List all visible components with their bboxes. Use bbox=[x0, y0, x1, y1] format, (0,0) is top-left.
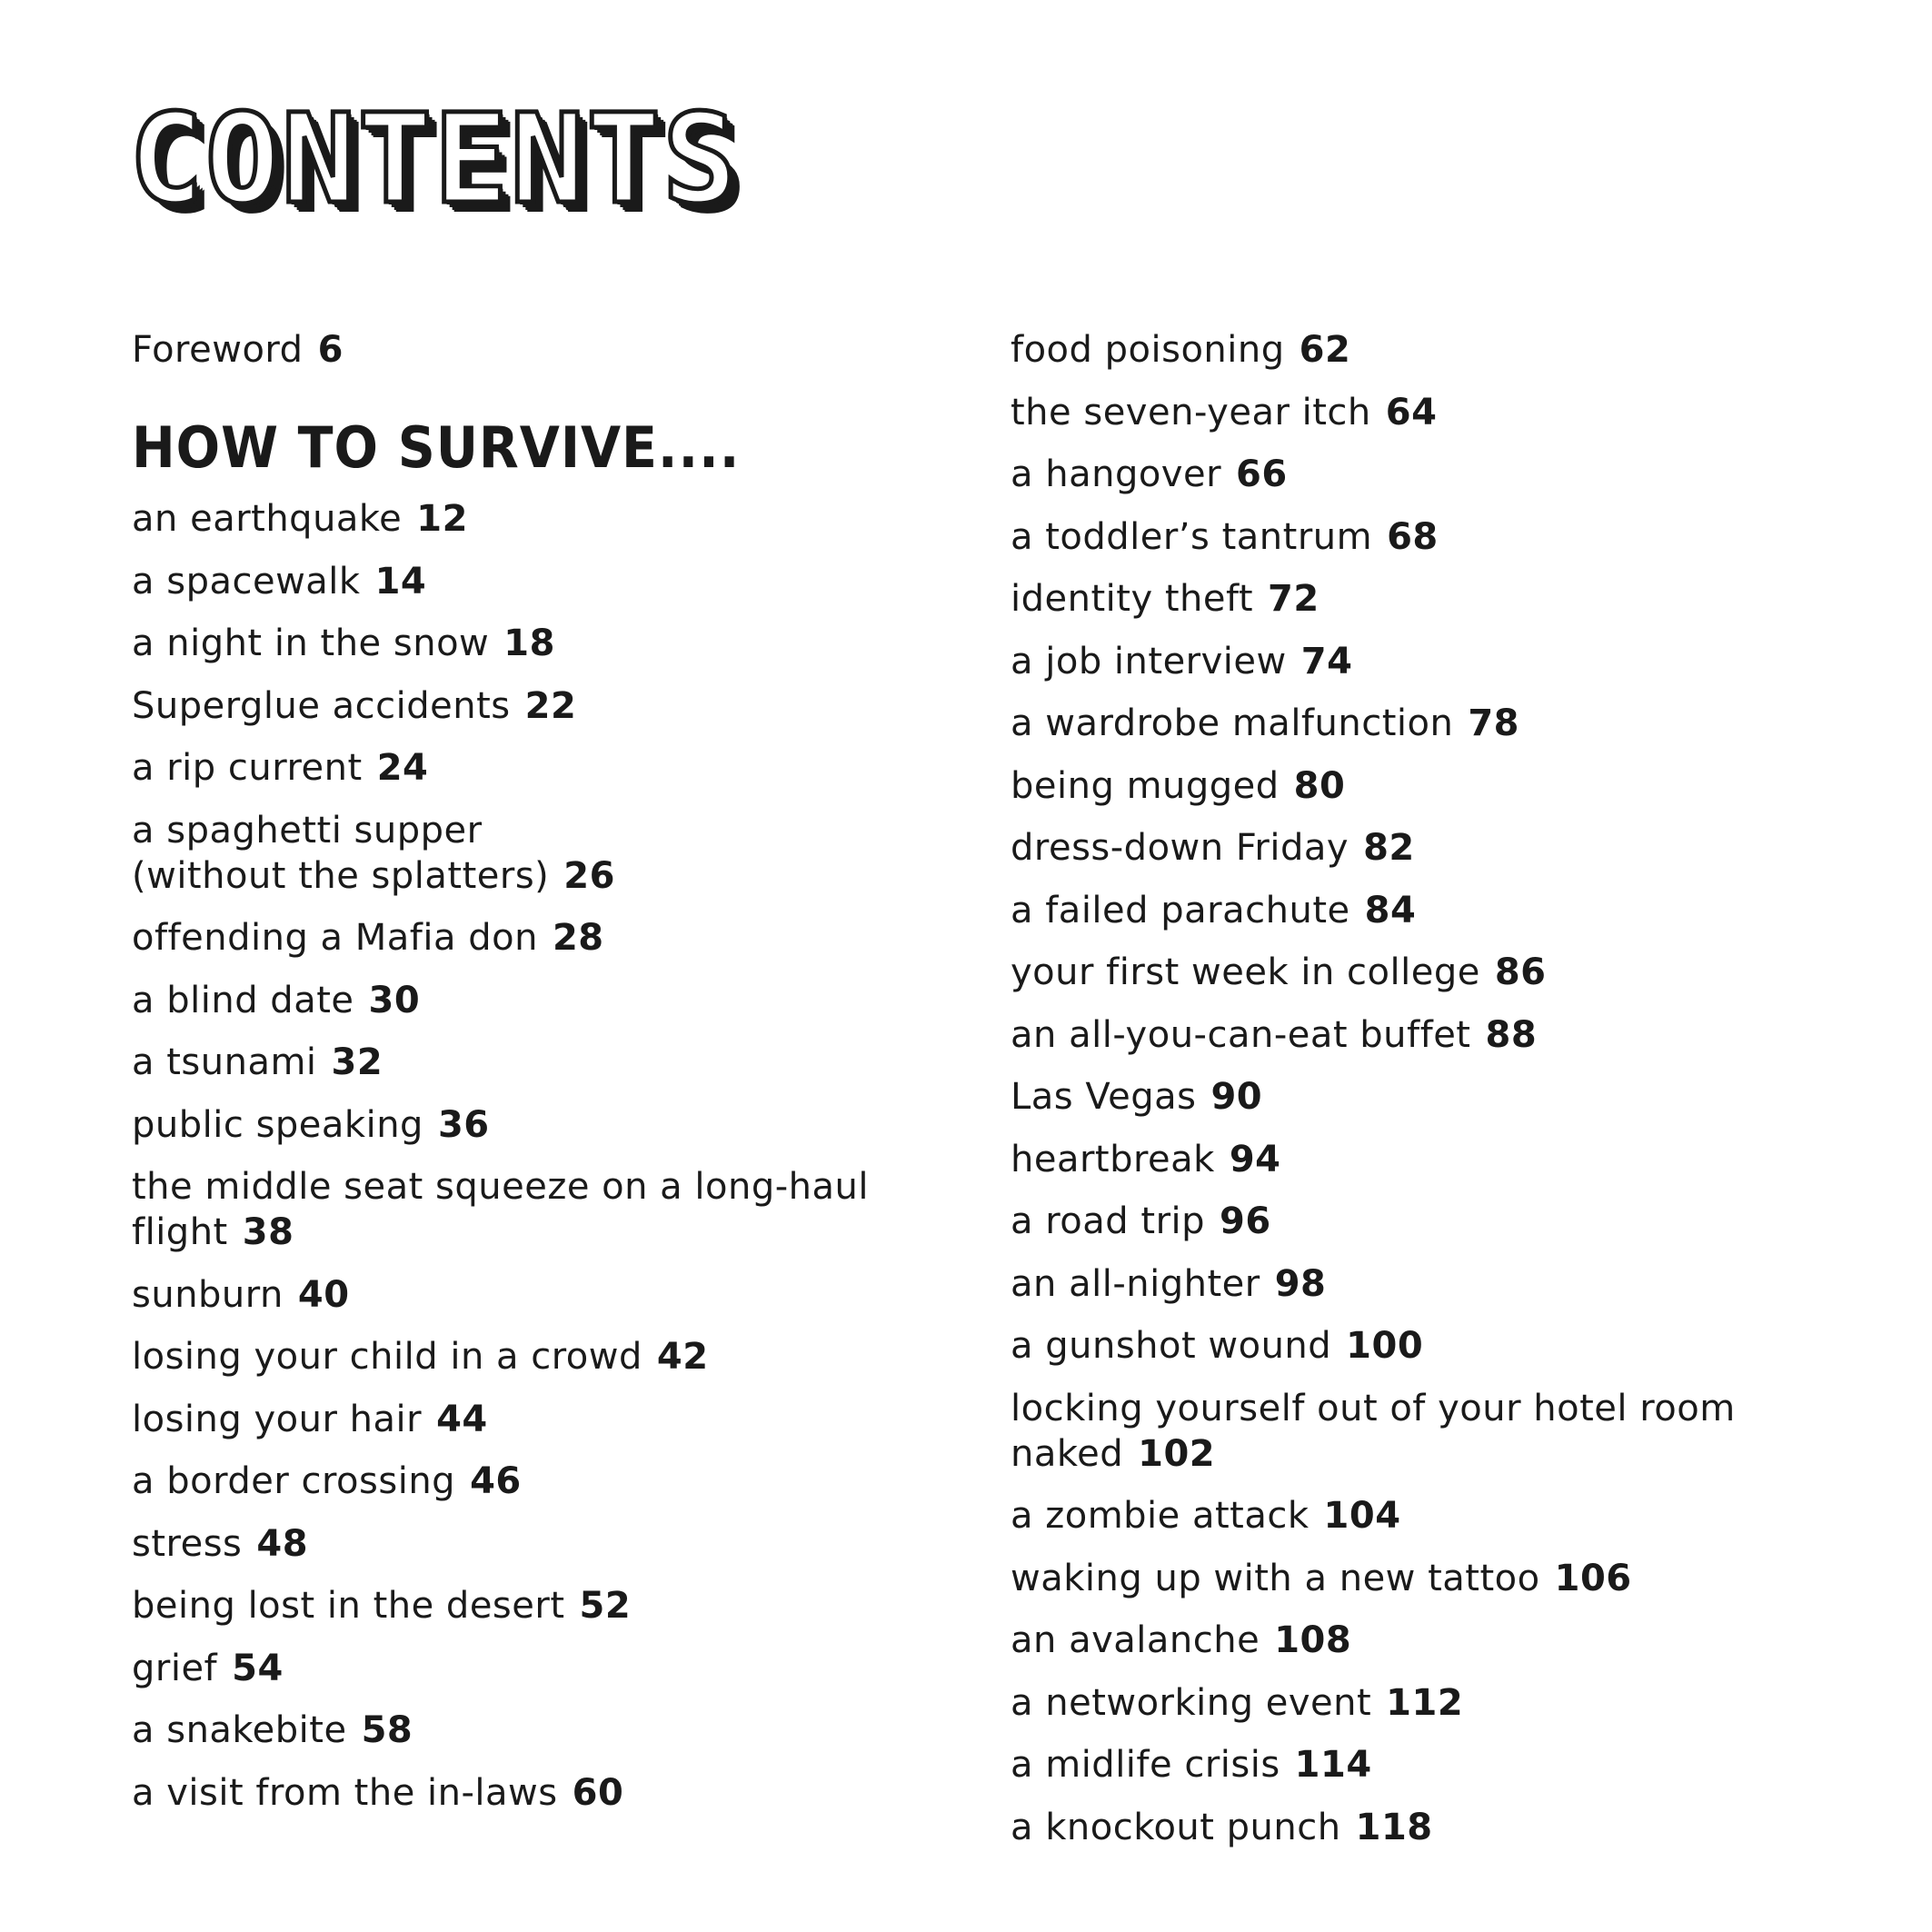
toc-entry-page: 72 bbox=[1268, 578, 1320, 620]
toc-entry-page: 114 bbox=[1294, 1744, 1372, 1786]
toc-list-left bbox=[132, 496, 913, 1816]
toc-entry-label: locking yourself out of your hotel room bbox=[1011, 1387, 1736, 1429]
toc-entry-page: 60 bbox=[572, 1771, 624, 1814]
toc-entry bbox=[132, 1102, 913, 1148]
toc-entry-label: a wardrobe malfunction bbox=[1011, 702, 1454, 744]
toc-entry bbox=[1011, 950, 1828, 995]
toc-entry-label: an all-nighter bbox=[1011, 1262, 1260, 1305]
toc-entry-label: a midlife crisis bbox=[1011, 1744, 1280, 1786]
page-title: CONTENTS bbox=[129, 88, 740, 232]
toc-entry-label: a night in the snow bbox=[132, 622, 490, 664]
toc-entry bbox=[1011, 390, 1828, 435]
toc-entry bbox=[132, 1521, 913, 1567]
toc-entry-page: 30 bbox=[368, 979, 421, 1021]
toc-entry-label: an all-you-can-eat buffet bbox=[1011, 1013, 1471, 1056]
toc-entry bbox=[132, 621, 913, 666]
toc-entry bbox=[1011, 701, 1828, 746]
toc-entry bbox=[1011, 1493, 1828, 1539]
toc-entry-page: 18 bbox=[503, 622, 555, 664]
toc-entry bbox=[132, 1040, 913, 1085]
toc-entry-label: an earthquake bbox=[132, 498, 403, 540]
toc-entry-label: public speaking bbox=[132, 1103, 423, 1146]
toc-entry-label: a border crossing bbox=[132, 1460, 456, 1502]
toc-entry bbox=[1011, 825, 1828, 871]
toc-entry bbox=[1011, 1261, 1828, 1307]
toc-entry bbox=[132, 1272, 913, 1318]
toc-entry bbox=[1011, 1742, 1828, 1788]
toc-entry-page: 46 bbox=[470, 1460, 522, 1502]
toc-entry-label: a knockout punch bbox=[1011, 1806, 1341, 1848]
toc-entry bbox=[1011, 888, 1828, 933]
toc-entry-page: 62 bbox=[1299, 329, 1351, 371]
toc-entry-page: 14 bbox=[374, 560, 427, 603]
toc-entry bbox=[132, 1164, 913, 1255]
toc-entry bbox=[1011, 576, 1828, 622]
toc-entry-label: a tsunami bbox=[132, 1041, 317, 1083]
toc-entry-label: a networking event bbox=[1011, 1681, 1372, 1724]
toc-entry-label: a blind date bbox=[132, 979, 354, 1021]
toc-entry-label: the middle seat squeeze on a long-haul bbox=[132, 1166, 869, 1208]
toc-entry-label: your first week in college bbox=[1011, 951, 1480, 993]
toc-entry bbox=[132, 1583, 913, 1628]
toc-entry-page: 104 bbox=[1323, 1495, 1401, 1537]
toc-entry-page: 12 bbox=[416, 498, 468, 540]
toc-entry-label: an avalanche bbox=[1011, 1619, 1260, 1661]
toc-entry bbox=[132, 559, 913, 604]
toc-entry-page: 42 bbox=[656, 1336, 709, 1378]
toc-entry-label: Superglue accidents bbox=[132, 684, 511, 727]
toc-entry bbox=[1011, 1680, 1828, 1726]
toc-entry bbox=[1011, 514, 1828, 560]
toc-entry-page: 44 bbox=[436, 1398, 488, 1440]
toc-entry-page: 58 bbox=[361, 1709, 413, 1751]
toc-entry-page: 108 bbox=[1274, 1619, 1352, 1661]
toc-entry-page: 88 bbox=[1485, 1013, 1538, 1056]
toc-entry bbox=[132, 808, 913, 899]
toc-entry-page: 36 bbox=[437, 1103, 490, 1146]
toc-entry bbox=[132, 1459, 913, 1504]
toc-entry-page: 68 bbox=[1387, 515, 1439, 558]
toc-entry bbox=[1011, 1323, 1828, 1369]
toc-entry-label: (without the splatters) bbox=[132, 854, 550, 897]
toc-entry-page: 32 bbox=[331, 1041, 383, 1083]
toc-entry-page: 100 bbox=[1346, 1325, 1424, 1367]
toc-entry-page: 118 bbox=[1355, 1806, 1433, 1848]
toc-entry bbox=[1011, 1074, 1828, 1120]
toc-entry-foreword bbox=[132, 327, 913, 373]
toc-entry bbox=[1011, 639, 1828, 684]
toc-entry-page: 78 bbox=[1468, 702, 1519, 744]
contents-column-left bbox=[132, 327, 913, 1832]
toc-entry-page: 26 bbox=[563, 854, 615, 897]
toc-entry-label: Las Vegas bbox=[1011, 1076, 1197, 1118]
contents-column-right bbox=[1011, 327, 1828, 1867]
section-heading: HOW TO SURVIVE.... bbox=[132, 414, 741, 481]
toc-entry-label: dress-down Friday bbox=[1011, 827, 1349, 869]
toc-entry bbox=[1011, 763, 1828, 809]
toc-entry-label: a snakebite bbox=[132, 1709, 347, 1751]
toc-entry bbox=[132, 1770, 913, 1816]
toc-entry-page: 106 bbox=[1554, 1557, 1632, 1599]
toc-entry-page: 54 bbox=[232, 1647, 284, 1689]
toc-entry-label: a visit from the in-laws bbox=[132, 1771, 558, 1814]
toc-entry-page: 48 bbox=[256, 1522, 309, 1565]
toc-entry-page: 86 bbox=[1494, 951, 1547, 993]
toc-entry-label: losing your hair bbox=[132, 1398, 423, 1440]
toc-entry-label: a spacewalk bbox=[132, 560, 361, 603]
toc-list-right bbox=[1011, 327, 1828, 1850]
toc-entry-label: Foreword bbox=[132, 329, 304, 371]
toc-entry-page: 102 bbox=[1138, 1432, 1216, 1475]
toc-entry-label: a road trip bbox=[1011, 1200, 1206, 1242]
toc-entry-label: heartbreak bbox=[1011, 1138, 1215, 1180]
toc-entry-page: 66 bbox=[1236, 453, 1288, 495]
toc-entry-label: sunburn bbox=[132, 1273, 284, 1316]
toc-entry-label: identity theft bbox=[1011, 578, 1254, 620]
toc-entry-page: 112 bbox=[1386, 1681, 1464, 1724]
toc-entry bbox=[132, 978, 913, 1023]
toc-entry bbox=[1011, 1386, 1828, 1477]
toc-entry-label: waking up with a new tattoo bbox=[1011, 1557, 1540, 1599]
toc-entry-page: 40 bbox=[297, 1273, 350, 1316]
toc-entry-page: 22 bbox=[524, 684, 577, 727]
toc-entry-label: offending a Mafia don bbox=[132, 917, 538, 959]
toc-entry-label: stress bbox=[132, 1522, 243, 1565]
toc-entry-page: 6 bbox=[317, 329, 344, 371]
toc-entry bbox=[132, 745, 913, 791]
toc-entry-label: grief bbox=[132, 1647, 218, 1689]
toc-entry bbox=[1011, 327, 1828, 373]
toc-entry-page: 80 bbox=[1293, 764, 1346, 807]
toc-entry-page: 96 bbox=[1220, 1200, 1271, 1242]
toc-entry-label: a zombie attack bbox=[1011, 1495, 1310, 1537]
toc-entry bbox=[1011, 1556, 1828, 1601]
toc-entry bbox=[1011, 1199, 1828, 1244]
toc-entry bbox=[1011, 452, 1828, 497]
toc-entry-label: the seven-year itch bbox=[1011, 391, 1371, 433]
toc-entry-page: 24 bbox=[376, 747, 429, 789]
toc-entry-label: a rip current bbox=[132, 747, 363, 789]
toc-entry bbox=[1011, 1137, 1828, 1182]
toc-entry-page: 82 bbox=[1363, 827, 1415, 869]
toc-entry-label: a gunshot wound bbox=[1011, 1325, 1332, 1367]
toc-entry bbox=[1011, 1618, 1828, 1663]
toc-entry-page: 28 bbox=[552, 917, 604, 959]
toc-entry-label: being mugged bbox=[1011, 764, 1280, 807]
toc-entry-label: a failed parachute bbox=[1011, 889, 1350, 931]
toc-entry-page: 38 bbox=[242, 1211, 294, 1253]
toc-entry-page: 90 bbox=[1210, 1076, 1263, 1118]
toc-entry-page: 74 bbox=[1300, 640, 1353, 682]
toc-entry-label: a spaghetti supper bbox=[132, 809, 483, 851]
toc-entry-page: 52 bbox=[579, 1585, 632, 1627]
toc-entry-page: 64 bbox=[1385, 391, 1438, 433]
toc-entry bbox=[132, 1646, 913, 1691]
toc-entry-label: a toddler’s tantrum bbox=[1011, 515, 1373, 558]
toc-entry-label: naked bbox=[1011, 1432, 1124, 1475]
toc-entry bbox=[1011, 1805, 1828, 1850]
toc-entry-label: food poisoning bbox=[1011, 329, 1285, 371]
toc-entry-page: 84 bbox=[1364, 889, 1417, 931]
toc-entry-page: 98 bbox=[1274, 1262, 1327, 1305]
toc-entry-page: 94 bbox=[1229, 1138, 1281, 1180]
toc-entry bbox=[132, 1334, 913, 1379]
toc-entry-label: flight bbox=[132, 1211, 228, 1253]
toc-entry bbox=[132, 1397, 913, 1442]
toc-entry-label: losing your child in a crowd bbox=[132, 1336, 642, 1378]
toc-entry bbox=[132, 683, 913, 729]
toc-entry bbox=[1011, 1012, 1828, 1058]
toc-entry-label: a job interview bbox=[1011, 640, 1287, 682]
toc-entry bbox=[132, 1708, 913, 1753]
toc-entry-label: a hangover bbox=[1011, 453, 1222, 495]
toc-entry bbox=[132, 496, 913, 542]
toc-entry bbox=[132, 915, 913, 961]
toc-entry-label: being lost in the desert bbox=[132, 1585, 565, 1627]
